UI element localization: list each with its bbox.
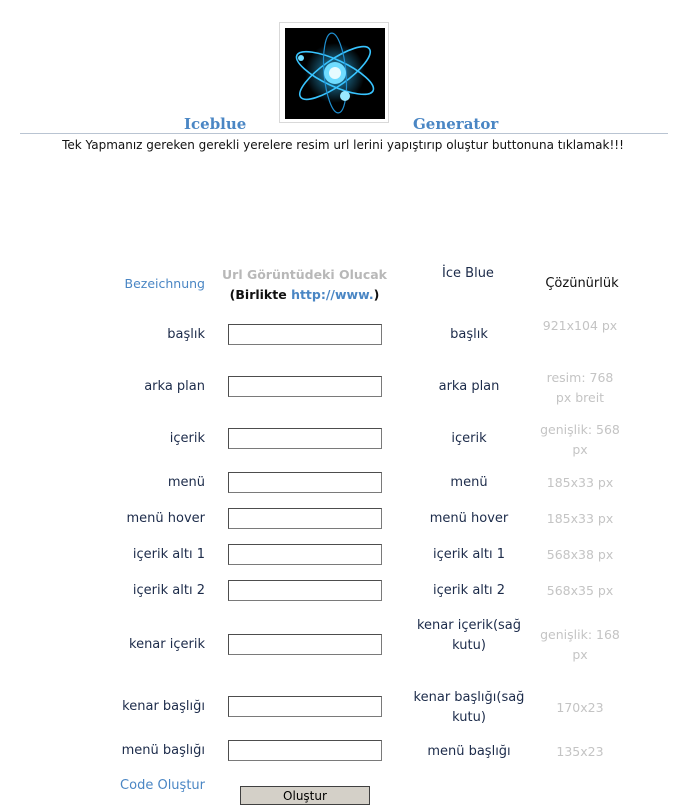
row-label-icerik-alti-1: içerik altı 1 — [132, 547, 205, 562]
url-header-link: http://www. — [291, 287, 374, 302]
instructions-text: Tek Yapmanız gereken gerekli yerelere resim url lerini yapıştırıp oluştur buttonuna tıklamak!!! — [62, 138, 624, 152]
menu-hover-url-input[interactable] — [228, 508, 382, 529]
url-header-prefix: (Birlikte — [229, 287, 292, 302]
code-olustur-label: Code Oluştur — [120, 778, 205, 793]
ice-label-icerik: içerik — [451, 431, 487, 446]
column-header-resolution: Çözünürlük — [545, 276, 619, 291]
icerik-alti-1-url-input[interactable] — [228, 544, 382, 565]
ice-label-arka-plan: arka plan — [438, 379, 500, 394]
kenar-basligi-url-input[interactable] — [228, 696, 382, 717]
icerik-url-input[interactable] — [228, 428, 382, 449]
title-right: Generator — [413, 115, 499, 133]
resolution-icerik: genişlik: 568 px — [540, 422, 620, 457]
ice-label-menu-hover: menü hover — [429, 511, 509, 526]
ice-label-menu: menü — [450, 475, 488, 490]
column-header-ice-blue: İce Blue — [442, 266, 494, 281]
resolution-menu: 185x33 px — [546, 475, 614, 490]
ice-label-kenar-basligi: kenar başlığı(sağ kutu) — [413, 690, 525, 725]
atom-logo-icon — [285, 28, 385, 119]
url-header-suffix: ) — [373, 287, 380, 302]
url-header-line1: Url Görüntüdeki Olucak — [222, 267, 387, 282]
resolution-menu-basligi: 135x23 — [556, 744, 604, 759]
olustur-button[interactable]: Oluştur — [240, 786, 370, 805]
header-divider — [20, 133, 668, 134]
resolution-icerik-alti-1: 568x38 px — [546, 547, 614, 562]
title-left: Iceblue — [184, 115, 247, 133]
resolution-baslik: 921x104 px — [542, 318, 618, 333]
resolution-arka-plan: resim: 768 px breit — [546, 370, 614, 405]
resolution-menu-hover: 185x33 px — [546, 511, 614, 526]
column-header-bezeichnung: Bezeichnung — [124, 276, 205, 291]
column-header-url — [222, 265, 387, 305]
row-label-kenar-icerik: kenar içerik — [129, 637, 205, 652]
ice-label-icerik-alti-2: içerik altı 2 — [432, 583, 506, 598]
menu-basligi-url-input[interactable] — [228, 740, 382, 761]
ice-label-menu-basligi: menü başlığı — [427, 744, 511, 759]
resolution-icerik-alti-2: 568x35 px — [546, 583, 614, 598]
row-label-menu-hover: menü hover — [126, 511, 205, 526]
arka-plan-url-input[interactable] — [228, 376, 382, 397]
baslik-url-input[interactable] — [228, 324, 382, 345]
kenar-icerik-url-input[interactable] — [228, 634, 382, 655]
row-label-baslik: başlık — [167, 327, 205, 342]
row-label-menu: menü — [167, 475, 205, 490]
resolution-kenar-icerik: genişlik: 168 px — [540, 627, 620, 662]
resolution-kenar-basligi: 170x23 — [556, 700, 604, 715]
row-label-kenar-basligi: kenar başlığı — [122, 699, 205, 714]
ice-label-baslik: başlık — [450, 327, 488, 342]
row-label-arka-plan: arka plan — [144, 379, 205, 394]
menu-url-input[interactable] — [228, 472, 382, 493]
logo — [279, 22, 389, 123]
row-label-icerik: içerik — [169, 431, 205, 446]
ice-label-icerik-alti-1: içerik altı 1 — [432, 547, 506, 562]
icerik-alti-2-url-input[interactable] — [228, 580, 382, 601]
row-label-icerik-alti-2: içerik altı 2 — [132, 583, 205, 598]
row-label-menu-basligi: menü başlığı — [121, 743, 205, 758]
ice-label-kenar-icerik: kenar içerik(sağ kutu) — [416, 618, 522, 653]
